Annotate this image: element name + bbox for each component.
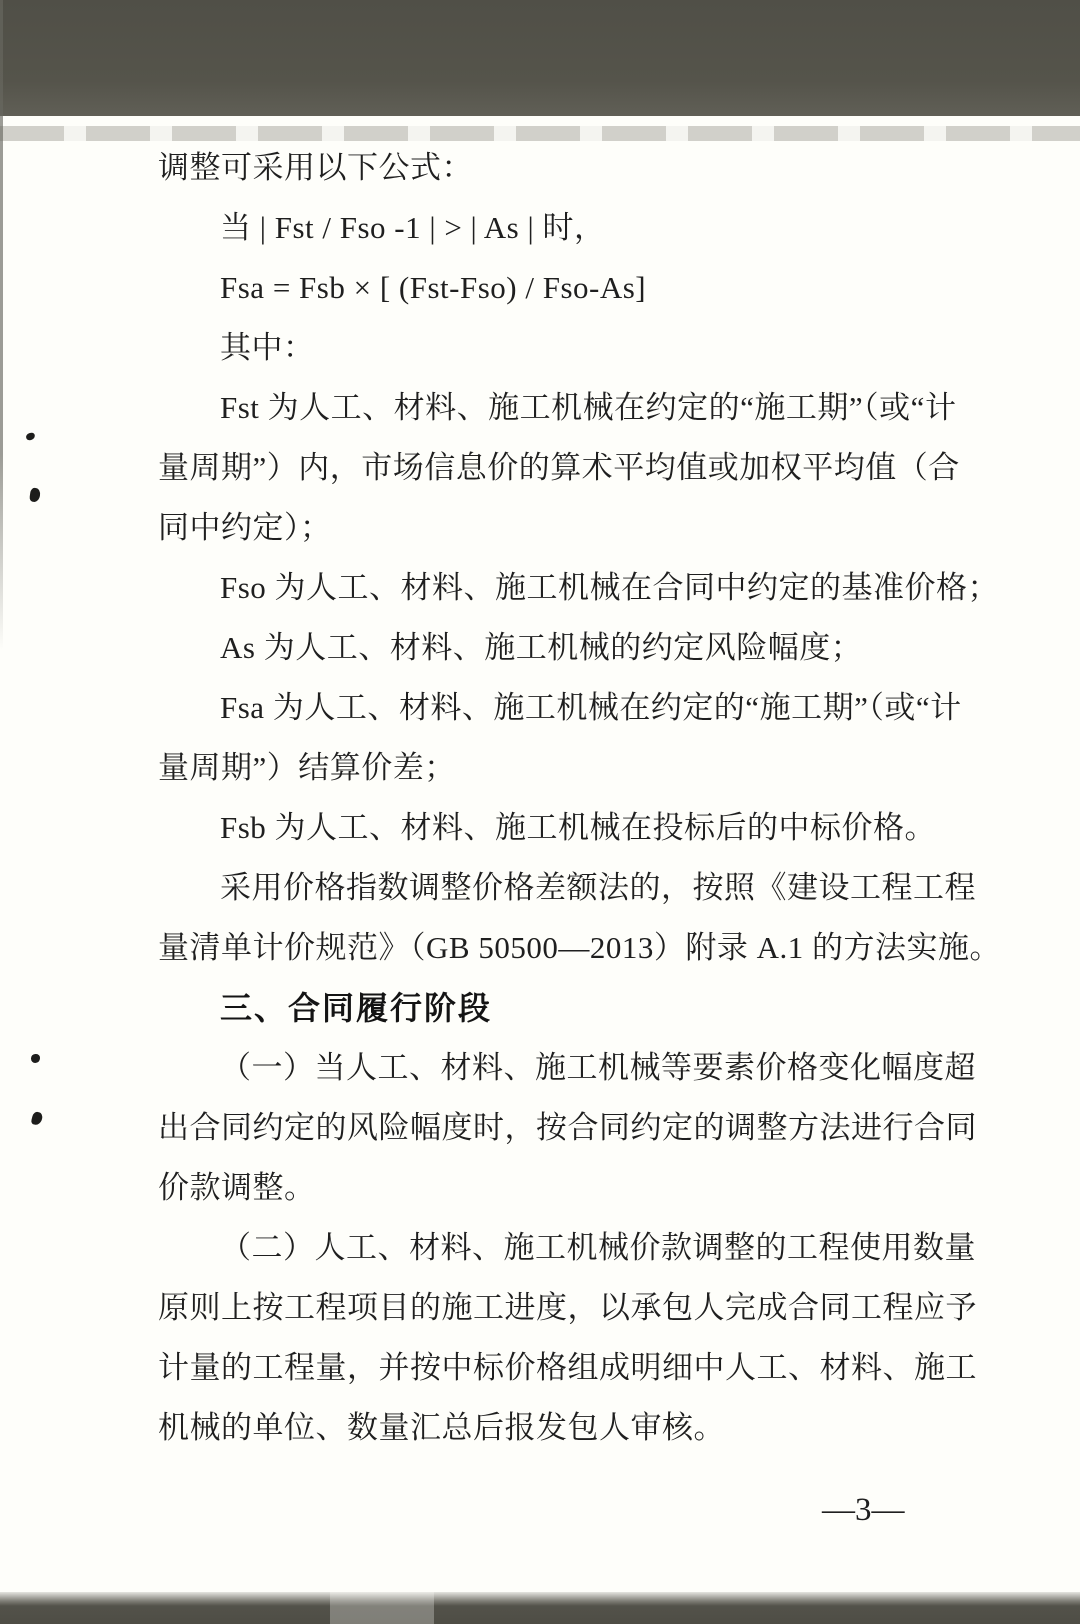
document-text-block [158, 138, 1001, 1468]
text-line: Fst 为人工、材料、施工机械在约定的“施工期”（或“计 [220, 390, 957, 425]
ink-speck [31, 1111, 44, 1126]
text-line: 原则上按工程项目的施工进度，以承包人完成合同工程应予 [158, 1290, 977, 1325]
text-line: 机械的单位、数量汇总后报发包人审核。 [158, 1410, 725, 1445]
ink-speck [29, 487, 41, 502]
letterbox-bottom-bar [0, 1592, 1080, 1624]
page-number: —3— [822, 1492, 905, 1528]
ink-speck [25, 432, 36, 442]
text-line: 价款调整。 [158, 1170, 316, 1205]
ink-speck [31, 1054, 40, 1063]
text-line: 采用价格指数调整价格差额法的，按照《建设工程工程 [220, 870, 976, 905]
text-line: 计量的工程量，并按中标价格组成明细中人工、材料、施工 [158, 1350, 977, 1385]
text-line: Fsb 为人工、材料、施工机械在投标后的中标价格。 [220, 810, 937, 845]
text-line: 同中约定）； [158, 510, 332, 545]
text-line: 其中： [220, 330, 315, 365]
page-left-edge-line [0, 0, 3, 650]
text-line: （二）人工、材料、施工机械价款调整的工程使用数量 [220, 1230, 976, 1265]
text-line: 当 | Fst / Fso -1 | > | As | 时， [220, 210, 606, 245]
text-line: 量周期”）内，市场信息价的算术平均值或加权平均值（合 [158, 450, 960, 485]
text-line: （一）当人工、材料、施工机械等要素价格变化幅度超 [220, 1050, 976, 1085]
text-line: Fsa 为人工、材料、施工机械在约定的“施工期”（或“计 [220, 690, 962, 725]
text-line: 调整可采用以下公式： [158, 150, 473, 185]
text-line: 出合同约定的风险幅度时，按合同约定的调整方法进行合同 [158, 1110, 977, 1145]
text-line: As 为人工、材料、施工机械的约定风险幅度； [220, 630, 863, 665]
letterbox-top-bar [0, 0, 1080, 116]
letterbox-bottom-bar-light-notch [330, 1592, 434, 1624]
text-line: 量周期”）结算价差； [158, 750, 456, 785]
text-line: Fso 为人工、材料、施工机械在合同中约定的基准价格； [220, 570, 1000, 605]
text-line: 量清单计价规范》（GB 50500—2013）附录 A.1 的方法实施。 [158, 930, 1001, 965]
text-line: Fsa = Fsb × [ (Fst-Fso) / Fso-As] [220, 270, 647, 305]
section-heading-line: 三、合同履行阶段 [220, 990, 493, 1026]
